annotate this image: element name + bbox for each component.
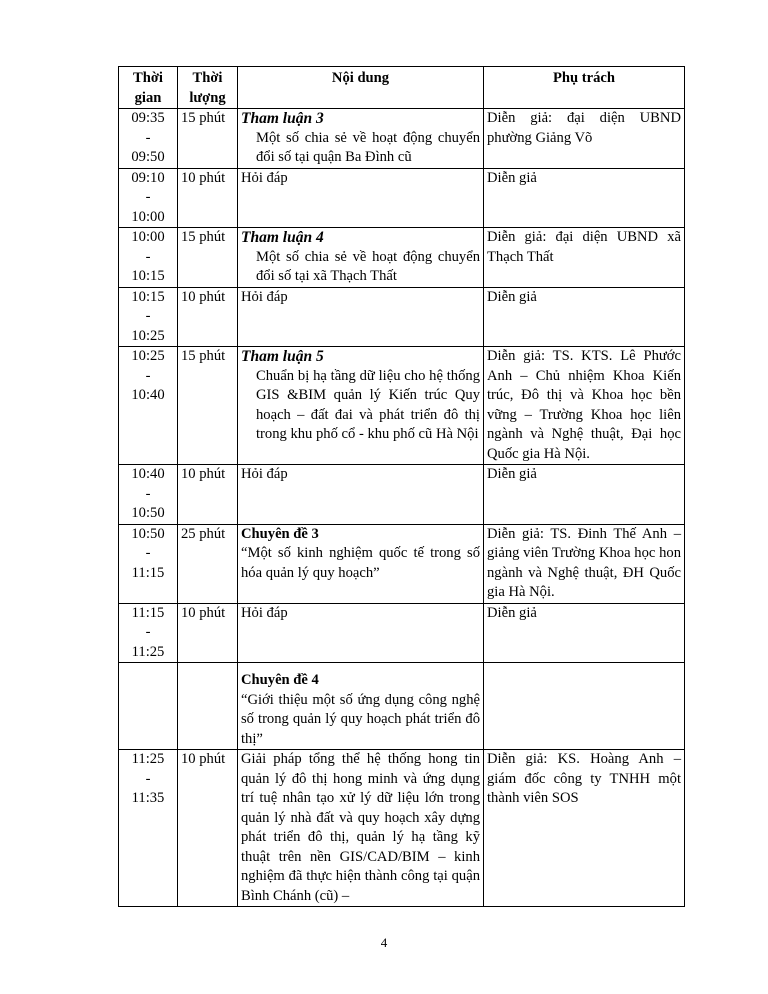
owner-cell: Diễn giả [484,287,685,347]
duration-cell: 15 phút [178,109,238,169]
header-duration: Thời lượng [178,67,238,109]
session-title: Tham luận 4 [241,229,324,246]
owner-cell: Diễn giả [484,603,685,663]
time-cell [119,663,178,750]
table-row [119,109,685,169]
table-row [119,465,685,525]
session-title: Tham luận 3 [241,110,324,127]
owner-cell: Diễn giả [484,168,685,228]
content-cell: Hỏi đáp [238,287,484,347]
time-cell: 10:25 - 10:40 [119,347,178,465]
header-owner: Phụ trách [484,67,685,109]
owner-cell: Diễn giả: đại diện UBND xã Thạch Thất [484,228,685,288]
table-row [119,524,685,603]
content-cell [238,663,484,750]
duration-cell: 25 phút [178,524,238,603]
content-cell [238,750,484,907]
header-row [119,67,685,109]
time-cell: 09:10 - 10:00 [119,168,178,228]
duration-cell: 15 phút [178,347,238,465]
header-content: Nội dung [238,67,484,109]
owner-cell: Diễn giả: TS. KTS. Lê Phước Anh – Chủ nhiệm Khoa Kiến trúc, Đô thị và Khoa học bền vững – Trường Khoa học liên ngành và Nghệ thuật, Đại học Quốc gia Hà Nội. [484,347,685,465]
duration-cell: 10 phút [178,603,238,663]
time-cell: 10:40 - 10:50 [119,465,178,525]
duration-cell [178,663,238,750]
duration-cell: 10 phút [178,465,238,525]
page-number: 4 [380,935,388,950]
time-cell: 10:15 - 10:25 [119,287,178,347]
table-row [119,287,685,347]
time-cell: 09:35 - 09:50 [119,109,178,169]
session-title: Chuyên đề 3 [241,525,319,542]
content-cell [238,524,484,603]
session-title: Chuyên đề 4 [241,672,319,688]
table-row [119,603,685,663]
content-cell [238,347,484,465]
table-row [119,750,685,907]
time-cell: 11:25 - 11:35 [119,750,178,907]
time-cell: 11:15 - 11:25 [119,603,178,663]
owner-cell: Diễn giả: TS. Đinh Thế Anh – giảng viên Trường Khoa học hon ngành và Nghệ thuật, ĐH Quốc gia Hà Nội. [484,524,685,603]
session-body: Chuẩn bị hạ tầng dữ liệu cho hệ thống GIS &BIM quản lý Kiến trúc Quy hoạch – đất đai và phát triển đô thị trong khu phố cổ - khu phố cũ Hà Nội [256,367,480,442]
table-row [119,347,685,465]
duration-cell: 10 phút [178,287,238,347]
session-body: Một số chia sẻ về hoạt động chuyển đổi số tại xã Thạch Thất [256,248,480,284]
session-body: “Giới thiệu một số ứng dụng công nghệ số trong quản lý quy hoạch phát triển đô thị” [241,691,480,747]
content-cell: Hỏi đáp [238,603,484,663]
header-time: Thời gian [119,67,178,109]
time-cell: 10:50 - 11:15 [119,524,178,603]
table-row [119,168,685,228]
time-cell: 10:00 - 10:15 [119,228,178,288]
session-title: Tham luận 5 [241,348,324,365]
duration-cell: 10 phút [178,168,238,228]
owner-cell: Diễn giả: đại diện UBND phường Giảng Võ [484,109,685,169]
agenda-table [118,66,685,907]
duration-cell: 10 phút [178,750,238,907]
session-body: “Một số kinh nghiệm quốc tế trong số hóa quản lý quy hoạch” [241,545,480,581]
table-row [119,228,685,288]
content-cell: Hỏi đáp [238,168,484,228]
owner-cell: Diễn giả: KS. Hoàng Anh – giám đốc công ty TNHH một thành viên SOS [484,750,685,907]
owner-cell [484,663,685,750]
duration-cell: 15 phút [178,228,238,288]
content-cell: Hỏi đáp [238,465,484,525]
session-body: Giải pháp tổng thể hệ thống hong tin quản lý đô thị hong minh và ứng dụng trí tuệ nhân tạo xử lý dữ liệu lớn trong quản lý nhà đất và quy hoạch xây dựng phát triển đô thị, quản lý hạ tầng kỹ thuật trên nền GIS/CAD/BIM – kinh nghiệm đã thực hiện thành công tại quận Bình Chánh (cũ) – [241,751,480,904]
table-row [119,663,685,750]
session-body: Một số chia sẻ về hoạt động chuyển đổi số tại quận Ba Đình cũ [256,129,480,165]
owner-cell: Diễn giả [484,465,685,525]
content-cell [238,228,484,288]
content-cell [238,109,484,169]
